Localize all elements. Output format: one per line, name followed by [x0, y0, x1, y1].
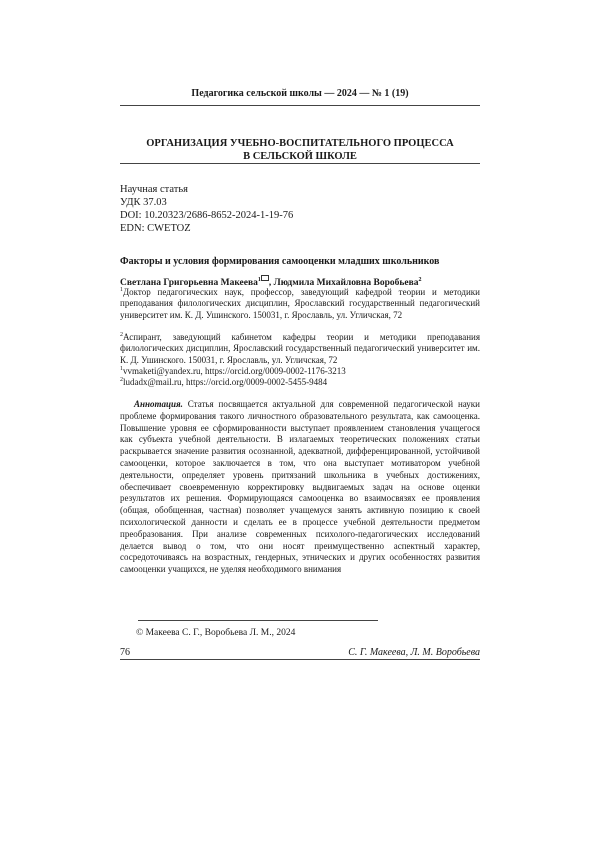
udk-code: УДК 37.03	[120, 197, 167, 208]
abstract-label: Аннотация.	[134, 399, 183, 409]
author-2-mark: 2	[418, 277, 422, 283]
article-title: Факторы и условия формирования самооценки младших школьников	[120, 256, 440, 267]
page	[120, 0, 480, 848]
footer-divider	[120, 659, 480, 660]
journal-header: Педагогика сельской школы — 2024 — № 1 (19)	[191, 88, 409, 99]
affiliation-1	[120, 287, 480, 321]
affiliation-1-text: Доктор педагогических наук, профессор, заведующий кафедрой теории и методики преподавания филологических дисциплин, Ярославский государственный педагогический университет им. К. Д. Ушинского. 150031, г. Ярославль, ул. Угличская, 72	[120, 287, 480, 320]
section-title-line-2: В СЕЛЬСКОЙ ШКОЛЕ	[243, 151, 357, 162]
section-title-line-1: ОРГАНИЗАЦИЯ УЧЕБНО-ВОСПИТАТЕЛЬНОГО ПРОЦЕССА	[146, 138, 454, 149]
contact-2-text[interactable]: ludadx@mail.ru, https://orcid.org/0009-0002-5455-9484	[123, 377, 328, 387]
author-2-contact[interactable]	[120, 377, 480, 388]
author-separator: ,	[268, 278, 274, 289]
author-2-name: Людмила Михайловна Воробьева	[273, 278, 419, 289]
abstract-text: Статья посвящается актуальной для современной педагогической науки проблеме формирования такого личностного образовательного результата, как самооценка. Повышение уровня ее сформированности выступает проявлением становления учащегося как субъекта учебной деятельности. В излагаемых теоретических положениях статьи раскрывается значение развития осознанной, адекватной, дифференцированной, устойчивой самооценки, которое заключается в том, что она выступает мотиватором учебной деятельности, определяет уровень притязаний школьника в учебных достижениях, обеспечивает своевременную корректировку выдвигаемых задач на основе оценки результатов их решения. Формирующаяся самооценка во взаимосвязях ее проявления (общая, обобщенная, частная) позволяет учащемуся занять активную позицию к своей психологической данности и сделать ее в процессе учебной деятельности предметом преобразования. При анализе современных психолого-педагогических исследований делается вывод о том, что они носят преимущественно аспектный характер, сосредоточиваясь на возрастных, гендерных, этнических и других особенностях развития самооценки учащихся, не уделяя необходимого внимания	[120, 399, 480, 575]
affiliation-2-text: Аспирант, заведующий кабинетом кафедры теории и методики преподавания филологических дисциплин, Ярославский государственный педагогический университет им. К. Д. Ушинского. 150031, г. Ярославль, ул. Угличская, 72	[120, 332, 480, 365]
affiliation-1-mark: 1	[120, 287, 123, 293]
author-1-name: Светлана Григорьевна Макеева	[120, 278, 258, 289]
section-title	[120, 137, 480, 163]
footnote-divider	[138, 620, 378, 621]
section-divider	[120, 163, 480, 164]
doi-link[interactable]: DOI: 10.20323/2686-8652-2024-1-19-76	[120, 210, 294, 221]
affiliation-2	[120, 332, 480, 366]
copyright-notice: © Макеева С. Г., Воробьева Л. М., 2024	[136, 628, 296, 638]
author-1-mark: 1	[257, 277, 261, 283]
abstract	[120, 399, 480, 576]
article-type: Научная статья	[120, 184, 188, 195]
edn-code: EDN: CWETOZ	[120, 223, 191, 234]
contact-2-mark: 2	[120, 377, 123, 383]
contact-1-mark: 1	[120, 366, 123, 372]
envelope-icon	[261, 275, 269, 281]
article-meta	[120, 183, 480, 235]
author-1-contact[interactable]	[120, 366, 480, 377]
affiliation-2-mark: 2	[120, 332, 123, 338]
page-number: 76	[120, 647, 130, 658]
header-divider	[120, 105, 480, 106]
running-authors: С. Г. Макеева, Л. М. Воробьева	[348, 647, 480, 658]
contact-1-text[interactable]: vvmaketi@yandex.ru, https://orcid.org/0009-0002-1176-3213	[123, 366, 346, 376]
